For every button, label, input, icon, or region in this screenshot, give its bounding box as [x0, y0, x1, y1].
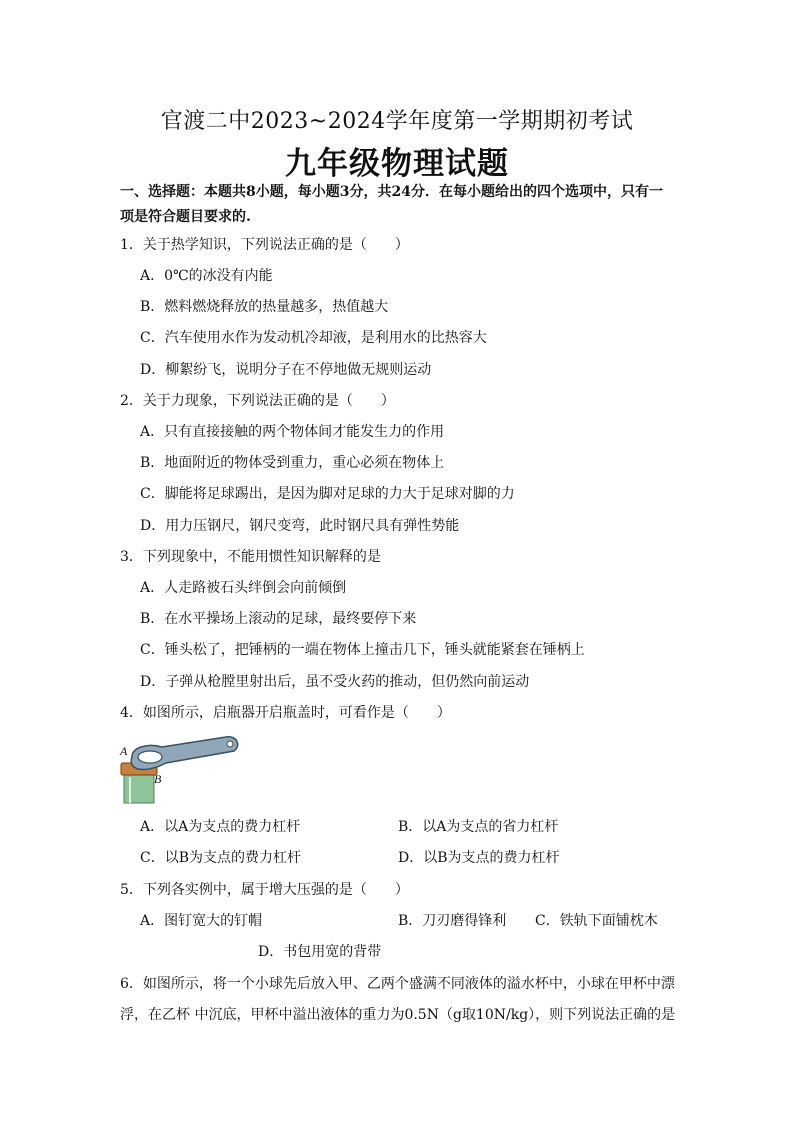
question-4-stem: 4．如图所示，启瓶器开启瓶盖时，可看作是（ ） — [120, 705, 451, 721]
question-5-option-d: D．书包用宽的背带 — [258, 944, 382, 960]
question-1-option-c: C．汽车使用水作为发动机冷却液，是利用水的比热容大 — [140, 330, 487, 346]
bottle-neck-shape — [124, 773, 154, 803]
question-6-stem-line2: 浮，在乙杯 中沉底，甲杯中溢出液体的重力为0.5N（g取10N/kg），则下列说法正确的是 — [120, 1007, 676, 1023]
question-5-option-b: B．刀刃磨得锋利 — [398, 913, 507, 929]
question-1-option-d: D．柳絮纷飞，说明分子在不停地做无规则运动 — [140, 362, 432, 378]
question-3-option-d: D．子弹从枪膛里射出后，虽不受火药的推动，但仍然向前运动 — [140, 674, 530, 690]
question-6-stem-line1: 6．如图所示，将一个小球先后放入甲、乙两个盛满不同液体的溢水杯中，小球在甲杯中漂 — [120, 976, 675, 992]
question-3-stem: 3．下列现象中，不能用惯性知识解释的是 — [120, 549, 381, 565]
figure-label-a: A — [120, 744, 128, 758]
question-5-option-a: A．图钉宽大的钉帽 — [140, 913, 263, 929]
question-4-option-c: C．以B为支点的费力杠杆 — [140, 850, 301, 866]
opener-end-hole — [227, 741, 233, 747]
question-5-stem: 5．下列各实例中，属于增大压强的是（ ） — [120, 882, 409, 898]
figure-label-b: B — [154, 772, 162, 786]
school-exam-title: 官渡二中2023~2024学年度第一学期期初考试 — [160, 109, 634, 134]
question-1-option-b: B．燃料燃烧释放的热量越多，热值越大 — [140, 299, 389, 315]
question-3-option-a: A．人走路被石头绊倒会向前倾倒 — [140, 580, 347, 596]
question-4-option-a: A．以A为支点的费力杠杆 — [140, 819, 301, 835]
question-4-option-b: B．以A为支点的省力杠杆 — [398, 819, 559, 835]
subject-title: 九年级物理试题 — [285, 146, 509, 182]
question-4-option-d: D．以B为支点的费力杠杆 — [398, 850, 560, 866]
section-intro-line1: 一、选择题：本题共8小题，每小题3分，共24分．在每小题给出的四个选项中，只有一 — [120, 184, 663, 200]
question-1-option-a: A．0℃的冰没有内能 — [140, 268, 273, 284]
question-2-option-d: D．用力压钢尺，钢尺变弯，此时钢尺具有弹性势能 — [140, 518, 460, 534]
question-5-option-c: C．铁轨下面铺枕木 — [535, 913, 658, 929]
bottle-opener-figure — [118, 733, 243, 805]
section-intro-line2: 项是符合题目要求的. — [120, 209, 251, 225]
question-1-stem: 1．关于热学知识，下列说法正确的是（ ） — [120, 237, 409, 253]
question-2-stem: 2．关于力现象，下列说法正确的是（ ） — [120, 393, 395, 409]
opener-hole — [138, 751, 162, 763]
question-2-option-c: C．脚能将足球踢出，是因为脚对足球的力大于足球对脚的力 — [140, 486, 515, 502]
question-2-option-b: B．地面附近的物体受到重力，重心必须在物体上 — [140, 455, 445, 471]
question-3-option-c: C．锤头松了，把锤柄的一端在物体上撞击几下，锤头就能紧套在锤柄上 — [140, 642, 585, 658]
question-2-option-a: A．只有直接接触的两个物体间才能发生力的作用 — [140, 424, 445, 440]
question-3-option-b: B．在水平操场上滚动的足球，最终要停下来 — [140, 611, 417, 627]
